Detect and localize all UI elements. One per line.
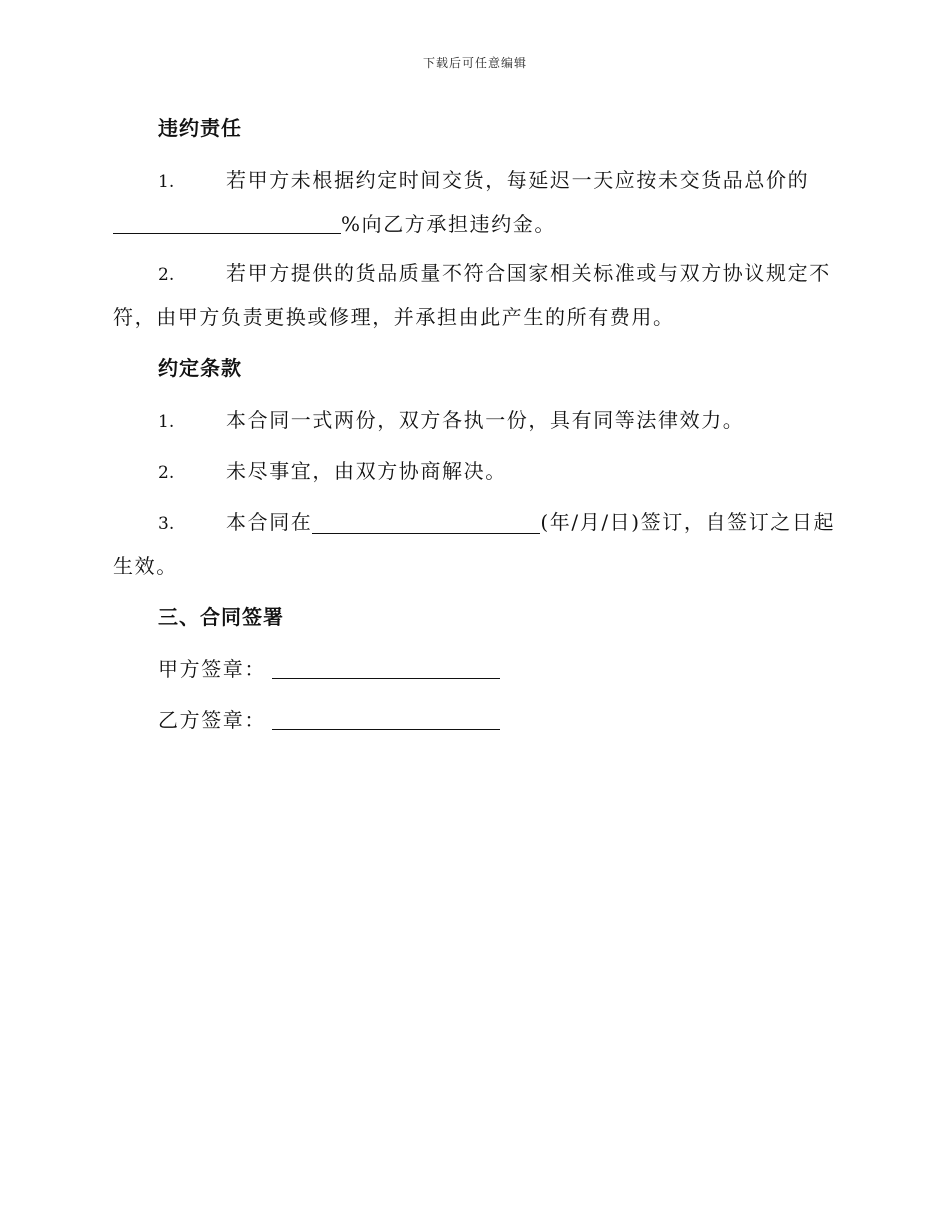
breach-item-1-text-b: %向乙方承担违约金。: [341, 212, 557, 236]
breach-item-2-text-b: 符，由甲方负责更换或修理，并承担由此产生的所有费用。: [113, 305, 675, 329]
breach-item-1-line-1: [158, 166, 809, 196]
sign-date-blank[interactable]: [312, 513, 540, 534]
terms-item-1: [158, 406, 744, 436]
terms-item-3-line-2: [113, 552, 178, 580]
party-a-signature-label: 甲方签章：: [158, 657, 266, 681]
breach-item-2-number: 2.: [158, 265, 175, 285]
terms-item-3-number: 3.: [158, 514, 175, 534]
terms-item-3-text-b: (年/月/日)签订，自签订之日起: [540, 510, 836, 534]
terms-item-2-text: 未尽事宜，由双方协商解决。: [226, 459, 507, 483]
party-b-signature-row: [158, 706, 500, 734]
breach-item-1-line-2: [113, 210, 556, 238]
terms-item-3-line-1: [158, 508, 835, 538]
terms-heading: 约定条款: [158, 356, 242, 380]
breach-item-2-line-2: [113, 303, 675, 331]
breach-item-1-number: 1.: [158, 172, 175, 192]
terms-item-2-number: 2.: [158, 463, 175, 483]
terms-item-3-text-c: 生效。: [113, 554, 178, 578]
signature-heading: 三、合同签署: [158, 605, 284, 629]
terms-item-3-text-a: 本合同在: [226, 510, 313, 534]
terms-item-1-number: 1.: [158, 412, 175, 432]
breach-heading: 违约责任: [158, 116, 242, 140]
party-a-signature-blank[interactable]: [272, 658, 500, 679]
terms-item-1-text: 本合同一式两份，双方各执一份，具有同等法律效力。: [226, 408, 745, 432]
party-b-signature-label: 乙方签章：: [158, 708, 266, 732]
party-b-signature-blank[interactable]: [272, 709, 500, 730]
party-a-signature-row: [158, 655, 500, 683]
breach-item-2-line-1: [158, 259, 831, 289]
breach-item-1-text-a: 若甲方未根据约定时间交货，每延迟一天应按未交货品总价的: [226, 168, 810, 192]
breach-item-2-text-a: 若甲方提供的货品质量不符合国家相关标准或与双方协议规定不: [226, 261, 831, 285]
page-header: 下载后可任意编辑: [422, 56, 527, 70]
terms-item-2: [158, 457, 507, 487]
penalty-percent-blank[interactable]: [113, 213, 341, 234]
